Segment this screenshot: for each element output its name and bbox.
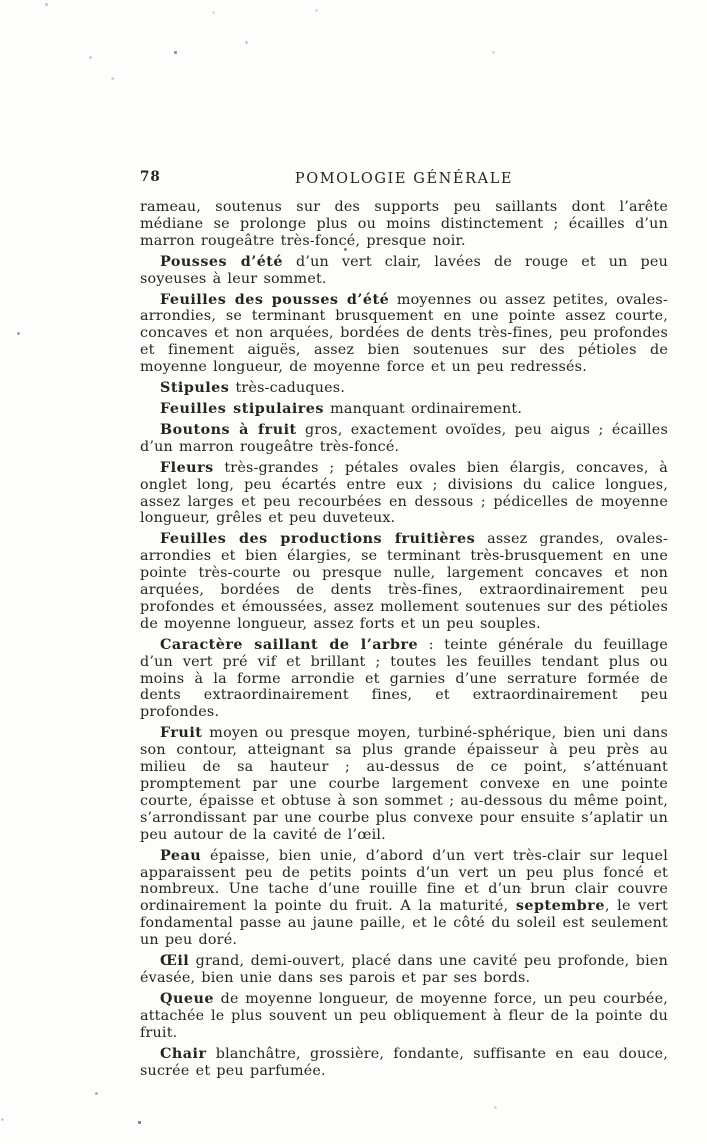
paragraph-feuilles-pousses-ete	[140, 292, 668, 377]
paragraph-feuilles-productions-fruitieres	[140, 531, 668, 632]
paragraph-text: très-grandes ; pétales ovales bien élargis, concaves, à onglet long, peu écartés entre eux ; divisions du calice longues, assez larges et peu recourbées en dessous ; pédicelles de moyenne longueur, grêles et peu duveteux.	[140, 459, 668, 527]
paragraph-text: manquant ordinairement.	[323, 400, 523, 417]
paragraph-text: très-caduques.	[229, 380, 346, 397]
paragraph-inline-bold: septembre	[515, 898, 605, 915]
paragraph-fruit	[140, 725, 668, 843]
paragraph-lead: Feuilles stipulaires	[160, 400, 324, 417]
paragraph-lead: Chair	[160, 1045, 207, 1062]
paragraph-text: blanchâtre, grossière, fondante, suffisante en eau douce, sucrée et peu parfumée.	[140, 1045, 668, 1079]
text-block	[140, 199, 668, 1083]
paragraph-text: grand, demi-ouvert, placé dans une cavité peu profonde, bien évasée, bien unie dans ses parois et par ses bords.	[140, 953, 668, 986]
paragraph-text: épaisse, bien unie, d’abord d’un vert très-clair sur lequel apparaissent peu de petits points d’un vert un peu plus foncé et nombreux. Une tache d’une rouille fine et d’un brun clair couvre ordinairement la pointe du fruit. A la maturité,	[140, 847, 668, 915]
paragraph-lead: Feuilles des pousses d’été	[160, 291, 390, 308]
paragraph-lead: Fleurs	[160, 459, 214, 476]
paragraph-lead: Œil	[160, 953, 190, 970]
paragraph-text: de moyenne longueur, de moyenne force, un peu courbée, attachée le plus souvent un peu obliquement à fleur de la pointe du fruit.	[140, 990, 668, 1041]
paragraph-lead: Caractère saillant de l’arbre	[160, 636, 419, 653]
paragraph-text: gros, exactement ovoïdes, peu aigus ; écailles d’un marron rougeâtre très-foncé.	[140, 421, 669, 455]
paragraph-pousses-d-ete	[140, 254, 668, 288]
paragraph-feuilles-stipulaires	[140, 401, 668, 418]
running-title: POMOLOGIE GÉNÉRALE	[294, 171, 514, 187]
paragraph-lead: Boutons à fruit	[160, 421, 297, 438]
paragraph-text: assez grandes, ovales-arrondies et bien élargies, se terminant très-brusquement en une pointe très-courte ou presque nulle, largement concaves et non arquées, bordées de dents très-fines, extraordinairement peu profondes et émoussées, assez mollement soutenues sur des pétioles de moyenne longueur, assez forts et un peu souples.	[140, 531, 668, 632]
paragraph-chair	[140, 1046, 668, 1080]
page-header	[140, 168, 668, 187]
paragraph-text: moyennes ou assez petites, ovales-arrondies, se terminant brusquement en une pointe assez courte, concaves et non arquées, bordées de dents très-fines, peu profondes et finement aiguës, assez bien soutenues sur des pétioles de moyenne longueur, de moyenne force et un peu redressés.	[140, 291, 668, 376]
paragraph-stipules	[140, 380, 668, 397]
paragraph-lead: Fruit	[160, 725, 203, 742]
paragraph-oeil	[140, 953, 668, 987]
paragraph-peau	[140, 848, 668, 949]
paragraph-lead: Feuilles des productions fruitières	[160, 531, 476, 548]
paragraph-queue	[140, 991, 668, 1042]
paragraph-caractere-saillant	[140, 637, 668, 722]
paragraph-rameau	[140, 199, 668, 250]
paragraph-text: : teinte générale du feuillage d’un vert pré vif et brillant ; toutes les feuilles tendant plus ou moins à la forme arrondie et garnies d’une serrature formée de dents extraordinairement fines, et extraordinairement peu profondes.	[140, 636, 668, 721]
paragraph-lead: Pousses d’été	[160, 253, 284, 270]
paragraph-fleurs	[140, 460, 668, 528]
paragraph-text: , le vert fondamental passe au jaune paille, et le côté du soleil est seulement un peu doré.	[140, 898, 669, 949]
paragraph-lead: Peau	[160, 847, 202, 864]
paragraph-lead: Queue	[160, 990, 214, 1007]
paragraph-text: rameau, soutenus sur des supports peu saillants dont l’arête médiane se prolonge plus ou moins distinctement ; écailles d’un marron rougeâtre très-foncé, presque noir.	[140, 199, 668, 249]
page-number: 78	[140, 169, 161, 185]
paragraph-boutons-a-fruit	[140, 422, 668, 456]
scan-speck	[0, 0, 1, 1]
paragraph-text: moyen ou presque moyen, turbiné-sphérique, bien uni dans son contour, atteignant sa plus grande épaisseur à peu près au milieu de sa hauteur ; au-dessus de ce point, s’atténuant promptement par une courbe largement convexe en une pointe courte, épaisse et obtuse à son sommet ; au-dessous du même point, s’arrondissant par une courbe plus convexe pour ensuite s’aplatir un peu autour de la cavité de l’œil.	[140, 725, 668, 843]
paragraph-lead: Stipules	[160, 380, 230, 397]
paragraph-text: d’un vert clair, lavées de rouge et un peu soyeuses à leur sommet.	[140, 253, 668, 287]
